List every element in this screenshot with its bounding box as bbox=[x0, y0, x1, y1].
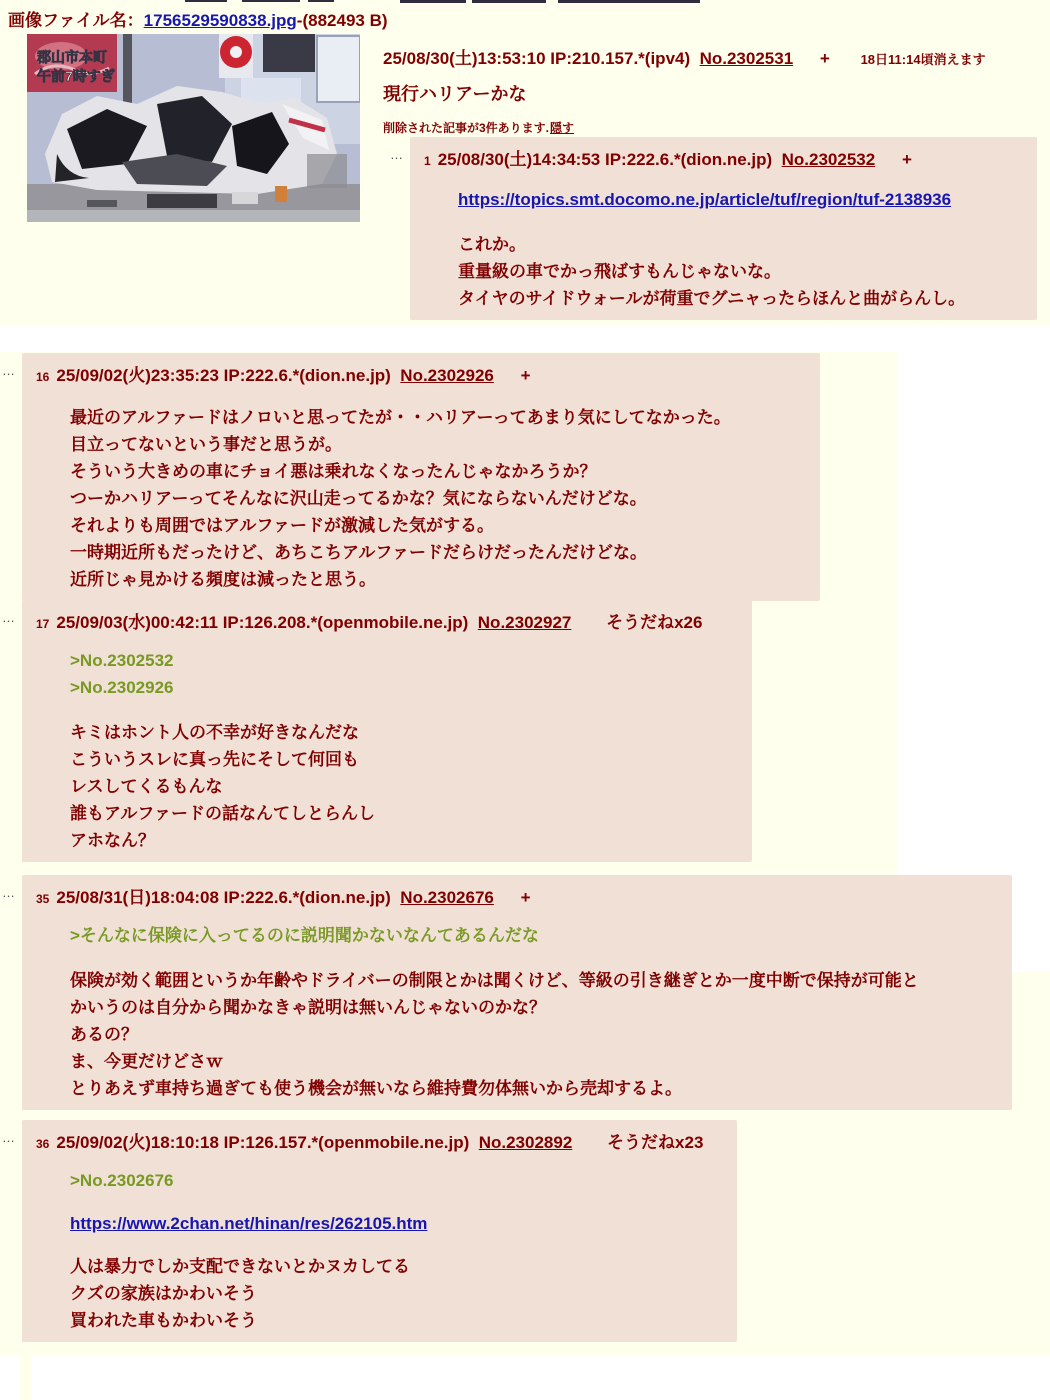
reply-text-line: それよりも周囲ではアルファードが激減した気がする。 bbox=[70, 516, 494, 535]
reply-text-line: そういう大きめの車にチョイ悪は乗れなくなったんじゃなかろうか？ bbox=[70, 462, 597, 481]
reply-header bbox=[36, 1128, 725, 1153]
reply-body bbox=[70, 404, 808, 593]
reply-index: 35 bbox=[36, 892, 50, 906]
reply-text-line: 誰もアルファードの話なんてしとらんし bbox=[70, 804, 375, 823]
reply-text-line: 一時期近所もだったけど、あちこちアルファードだらけだったんだけどな。 bbox=[70, 543, 647, 562]
reply-menu-dots[interactable]: … bbox=[2, 885, 16, 900]
reply-body bbox=[458, 170, 1025, 312]
reply-header bbox=[36, 608, 740, 633]
reply-number-link[interactable]: No.2302532 bbox=[781, 150, 876, 169]
quote-link[interactable]: >No.2302676 bbox=[70, 1171, 174, 1190]
reply-ip: IP:222.6.*(dion.ne.jp) bbox=[223, 888, 391, 907]
crash-photo bbox=[27, 34, 360, 222]
thread-image-thumbnail[interactable] bbox=[27, 34, 360, 222]
sodane-count: そうだねx26 bbox=[606, 613, 703, 632]
reply-header bbox=[36, 361, 808, 386]
reply-datetime: 25/09/02(火)23:35:23 bbox=[56, 366, 219, 385]
reply-index: 16 bbox=[36, 370, 50, 384]
quote-link[interactable]: >No.2302532 bbox=[70, 651, 174, 670]
reply-text-line: これか。 bbox=[458, 235, 526, 254]
op-post-header bbox=[383, 44, 986, 69]
reply-text-line: レスしてくるもんな bbox=[70, 777, 223, 796]
reply-text-line: 最近のアルファードはノロいと思ってたが・・ハリアーってあまり気にしてなかった。 bbox=[70, 408, 731, 427]
op-ip: IP:210.157.*(ipv4) bbox=[550, 49, 691, 68]
reply-header bbox=[424, 145, 1025, 170]
op-sodane-plus-button[interactable]: + bbox=[819, 49, 830, 68]
reply-text-line: ま、今更だけどさｗ bbox=[70, 1052, 223, 1071]
reply-index: 36 bbox=[36, 1137, 50, 1151]
reply-text-line: とりあえず車持ち過ぎても使う機会が無いなら維持費勿体無いから売却するよ。 bbox=[70, 1079, 682, 1098]
reply-body bbox=[70, 647, 740, 854]
reply-post-2302532 bbox=[390, 137, 1037, 320]
reply-text-line: かいうのは自分から聞かなきゃ説明は無いんじゃないのかな？ bbox=[70, 998, 546, 1017]
reply-body bbox=[70, 1167, 725, 1334]
reply-post-2302927 bbox=[2, 600, 752, 862]
external-thread-link[interactable]: https://www.2chan.net/hinan/res/262105.htm bbox=[70, 1214, 428, 1233]
reply-post-2302676 bbox=[2, 875, 1012, 1110]
reply-number-link[interactable]: No.2302927 bbox=[477, 613, 572, 632]
reply-ip: IP:222.6.*(dion.ne.jp) bbox=[604, 150, 773, 169]
op-expire-notice: 18日11:14頃消えます bbox=[860, 52, 986, 67]
reply-body bbox=[70, 922, 1000, 1102]
reply-text-line: つーかハリアーってそんなに沢山走ってるかな？気にならないんだけどな。 bbox=[70, 489, 647, 508]
reply-number-link[interactable]: No.2302926 bbox=[400, 366, 494, 385]
reply-datetime: 25/08/31(日)18:04:08 bbox=[56, 888, 219, 907]
reply-ip: IP:222.6.*(dion.ne.jp) bbox=[223, 366, 391, 385]
reply-text-line: アホなん？ bbox=[70, 831, 155, 850]
reply-index: 17 bbox=[36, 617, 50, 631]
reply-text-line: 人は暴力でしか支配できないとかヌカしてる bbox=[70, 1257, 410, 1276]
external-article-link[interactable]: https://topics.smt.docomo.ne.jp/article/tuf/region/tuf-2138936 bbox=[458, 190, 952, 209]
quote-link[interactable]: >No.2302926 bbox=[70, 678, 174, 697]
hide-deleted-link[interactable]: 隠す bbox=[550, 121, 575, 135]
op-datetime: 25/08/30(土)13:53:10 bbox=[383, 49, 546, 68]
reply-ip: IP:126.208.*(openmobile.ne.jp) bbox=[222, 613, 469, 632]
reply-menu-dots[interactable]: … bbox=[390, 147, 404, 162]
reply-post-2302892 bbox=[2, 1120, 737, 1342]
photo-caption-line1: 郡山市本町 bbox=[37, 49, 107, 65]
reply-ip: IP:126.157.*(openmobile.ne.jp) bbox=[223, 1133, 470, 1152]
reply-text-line: 買われた車もかわいそう bbox=[70, 1311, 257, 1330]
op-post-body: 現行ハリアーかな bbox=[383, 84, 527, 104]
reply-text-line: 目立ってないという事だと思うが。 bbox=[70, 435, 342, 454]
reply-header bbox=[36, 883, 1000, 908]
op-post-number-link[interactable]: No.2302531 bbox=[699, 49, 794, 68]
reply-text-line: 重量級の車でかっ飛ばすもんじゃないな。 bbox=[458, 262, 781, 281]
reply-text-line: 近所じゃ見かける頻度は減ったと思う。 bbox=[70, 570, 376, 589]
reply-number-link[interactable]: No.2302892 bbox=[478, 1133, 573, 1152]
reply-text-line: あるの？ bbox=[70, 1025, 138, 1044]
reply-sodane-plus-button[interactable]: + bbox=[901, 150, 912, 169]
reply-post-2302926 bbox=[2, 353, 820, 601]
image-file-label: 画像ファイル名： bbox=[8, 11, 144, 30]
reply-number-link[interactable]: No.2302676 bbox=[400, 888, 494, 907]
reply-datetime: 25/08/30(土)14:34:53 bbox=[437, 150, 601, 169]
reply-text-line: タイヤのサイドウォールが荷重でグニャったらほんと曲がらんし。 bbox=[458, 289, 966, 308]
photo-caption-line2: 午前7時すぎ bbox=[37, 68, 115, 84]
reply-text-line: クズの家族はかわいそう bbox=[70, 1284, 257, 1303]
reply-index: 1 bbox=[424, 154, 431, 168]
deleted-posts-text: 削除された記事が3件あります. bbox=[383, 121, 550, 135]
reply-menu-dots[interactable]: … bbox=[2, 363, 16, 378]
sodane-count: そうだねx23 bbox=[607, 1133, 704, 1152]
reply-sodane-plus-button[interactable]: + bbox=[520, 888, 531, 907]
image-file-size: -(882493 B) bbox=[296, 11, 388, 30]
reply-menu-dots[interactable]: … bbox=[2, 610, 16, 625]
reply-datetime: 25/09/03(水)00:42:11 bbox=[56, 613, 218, 632]
image-file-line bbox=[8, 6, 388, 31]
reply-text-line: キミはホント人の不幸が好きなんだな bbox=[70, 723, 359, 742]
quote-text: >そんなに保険に入ってるのに説明聞かないなんてあるんだな bbox=[70, 926, 539, 945]
reply-text-line: 保険が効く範囲というか年齢やドライバーの制限とかは聞くけど、等級の引き継ぎとか一度中断で保持が可能と bbox=[70, 971, 919, 990]
reply-text-line: こういうスレに真っ先にそして何回も bbox=[70, 750, 359, 769]
deleted-posts-notice bbox=[383, 119, 574, 136]
reply-menu-dots[interactable]: … bbox=[2, 1130, 16, 1145]
image-file-link[interactable]: 1756529590838.jpg bbox=[143, 11, 297, 30]
reply-sodane-plus-button[interactable]: + bbox=[520, 366, 531, 385]
reply-datetime: 25/09/02(火)18:10:18 bbox=[56, 1133, 219, 1152]
